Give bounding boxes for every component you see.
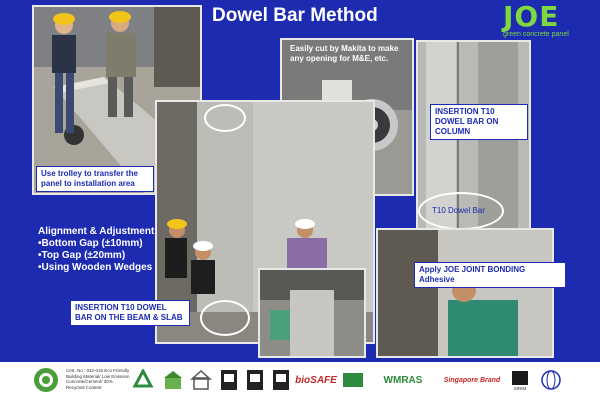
adhesive-image <box>378 230 552 356</box>
dowel-bar-label: T10 Dowel Bar <box>432 206 485 215</box>
bottom-dowel-highlight-ring <box>200 300 250 336</box>
green-building-icon <box>160 366 186 394</box>
sirim-label: SIRIM <box>513 385 527 391</box>
certification-mark-1-icon <box>218 366 240 394</box>
sirim-logo <box>508 366 532 394</box>
alignment-notes <box>38 226 154 274</box>
notes-item: •Top Gap (±20mm) <box>38 250 126 261</box>
caption-beam-slab: INSERTION T10 DOWEL BAR ON THE BEAM & SLAB <box>70 300 190 326</box>
wmras-label: WMRAS <box>383 374 423 386</box>
logo-subtitle: green concrete panel <box>503 31 569 38</box>
notes-item: •Bottom Gap (±10mm) <box>38 238 143 249</box>
caption-makita: Easily cut by Makita to make any opening for M&E, etc. <box>290 44 399 63</box>
joe-logo <box>499 0 595 40</box>
photo-adhesive <box>376 228 554 358</box>
certification-mark-2-icon <box>244 366 266 394</box>
biosafe-label: bioSAFE <box>295 374 337 386</box>
notes-heading: Alignment & Adjustment <box>38 226 155 237</box>
notes-item: •Using Wooden Wedges <box>38 262 153 273</box>
caption-trolley: Use trolley to transfer the panel to installation area <box>36 166 154 192</box>
top-dowel-highlight-ring <box>204 104 246 132</box>
dowel-detail-image <box>260 270 364 356</box>
biosafe-logo <box>296 366 336 394</box>
certification-mark-3-icon <box>270 366 292 394</box>
singapore-brand-logo <box>440 366 504 394</box>
caption-adhesive: Apply JOE JOINT BONDING Adhesive <box>414 262 566 288</box>
iso-globe-icon <box>538 366 564 394</box>
house-icon <box>188 366 214 394</box>
singapore-brand-label: Singapore Brand <box>443 376 501 384</box>
slide-title: Dowel Bar Method <box>212 5 378 26</box>
wmras-logo <box>372 366 434 394</box>
logo-mark: JOE <box>503 0 560 33</box>
certification-footer <box>0 362 600 400</box>
green-badge-icon <box>340 366 366 394</box>
recycle-icon <box>130 366 156 394</box>
photo-dowel-detail <box>258 268 366 358</box>
caption-column: INSERTION T10 DOWEL BAR ON COLUMN <box>430 104 528 140</box>
certification-text: Cert. No.: 032-015 Eco Friendly Building Material/ Low Emission Concrete/Cement/ 30% Recycled Content <box>66 368 130 390</box>
green-label-seal-icon <box>30 366 62 394</box>
